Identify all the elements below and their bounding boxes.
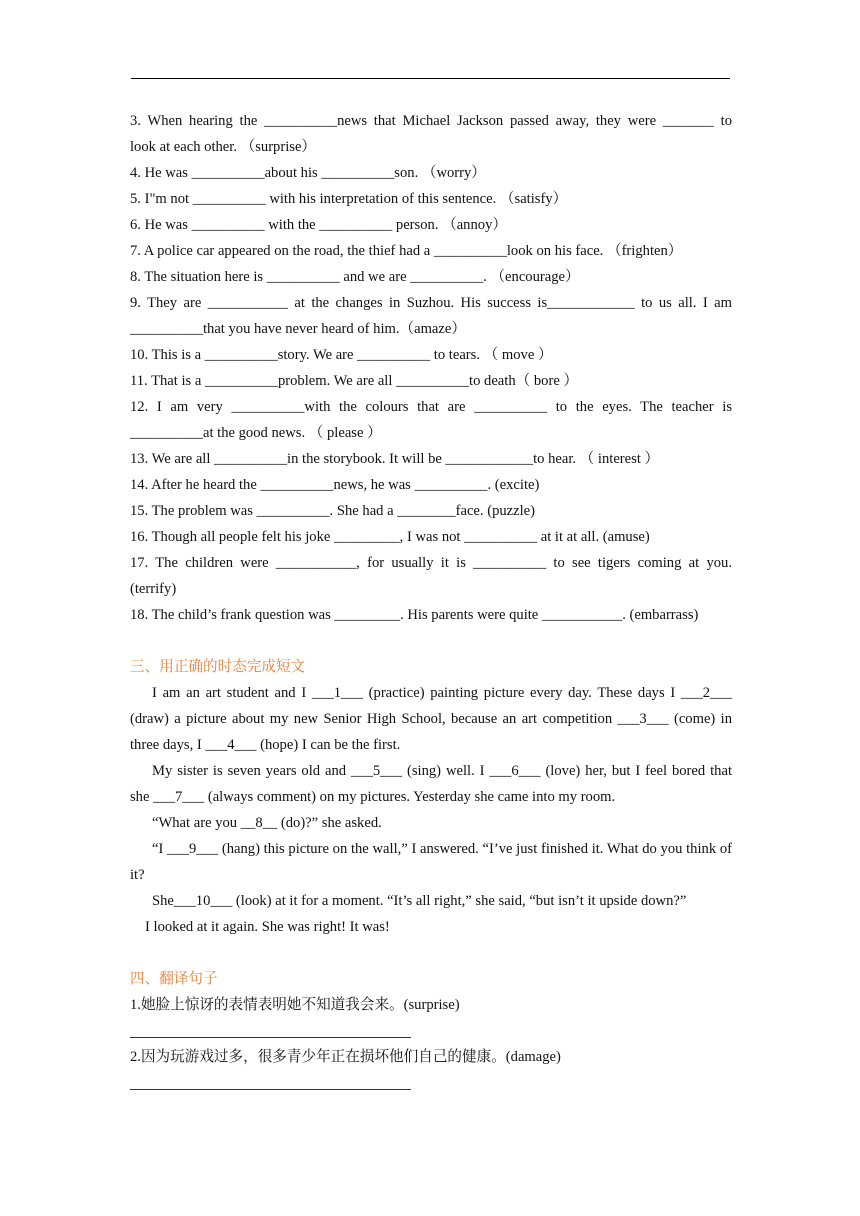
question-14: 14. After he heard the __________news, he was __________. (excite) xyxy=(130,477,540,493)
question-15: 15. The problem was __________. She had a ________face. (puzzle) xyxy=(130,503,536,519)
question-18: 18. The child’s frank question was _________. His parents were quite ___________. (embarrass) xyxy=(130,607,699,623)
question-13: 13. We are all __________in the storybook. It will be ____________to hear. （ interest ） xyxy=(130,451,660,467)
section-spacer xyxy=(130,940,732,966)
passage-paragraph-3: “What are you __8__ (do)?” she asked. xyxy=(152,815,382,831)
question-8: 8. The situation here is __________ and we are __________. （encourage） xyxy=(130,269,580,285)
question-12-line-1: 12. I am very __________with the colours that are __________ to the eyes. The teacher is xyxy=(130,399,732,415)
answer-line-2[interactable] xyxy=(130,1070,411,1096)
header-rule xyxy=(131,78,730,79)
passage-paragraph-1: I am an art student and I ___1___ (practice) painting picture every day. These days I ___2___ (draw) a picture about my new Senior High School, because an art competition ___3___ (come) in three days, I ___4___ (hope) I can be the first. xyxy=(130,685,732,753)
passage-paragraph-5: She___10___ (look) at it for a moment. “It’s all right,” she said, “but isn’t it upside down?” xyxy=(152,893,687,909)
question-11: 11. That is a __________problem. We are all __________to death（ bore ） xyxy=(130,373,579,389)
question-9-line-1: 9. They are ___________ at the changes in Suzhou. His success is____________ to us all. I am xyxy=(130,295,732,311)
worksheet-content xyxy=(130,108,732,1096)
section-4-heading: 四、翻译句子 xyxy=(130,971,218,987)
question-7: 7. A police car appeared on the road, the thief had a __________look on his face. （frighten） xyxy=(130,243,683,259)
question-3-line-2: look at each other. （surprise） xyxy=(130,139,317,155)
question-17-line-1: 17. The children were ___________, for usually it is __________ to see tigers coming at you. xyxy=(130,555,732,571)
passage-paragraph-4: “I ___9___ (hang) this picture on the wall,” I answered. “I’ve just finished it. What do you think of it? xyxy=(130,841,732,883)
question-12-line-2: __________at the good news. （ please ） xyxy=(130,425,382,441)
question-10: 10. This is a __________story. We are __________ to tears. （ move ） xyxy=(130,347,553,363)
section-3-heading: 三、用正确的时态完成短文 xyxy=(130,659,306,675)
question-4: 4. He was __________about his __________son. （worry） xyxy=(130,165,486,181)
section-spacer xyxy=(130,628,732,654)
question-5: 5. I"m not __________ with his interpretation of this sentence. （satisfy） xyxy=(130,191,568,207)
translation-sentence-1: 1.她脸上惊讶的表情表明她不知道我会来。(surprise) xyxy=(130,997,460,1013)
question-17-line-2: (terrify) xyxy=(130,581,177,597)
translation-sentence-2: 2.因为玩游戏过多，很多青少年正在损坏他们自己的健康。(damage) xyxy=(130,1049,561,1065)
answer-line-1[interactable] xyxy=(130,1018,411,1044)
passage-paragraph-2: My sister is seven years old and ___5___ (sing) well. I ___6___ (love) her, but I feel bored that she ___7___ (always comment) on my pictures. Yesterday she came into my room. xyxy=(130,763,732,805)
question-6: 6. He was __________ with the __________ person. （annoy） xyxy=(130,217,507,233)
question-16: 16. Though all people felt his joke _________, I was not __________ at it at all. (amuse) xyxy=(130,529,650,545)
passage-paragraph-6: I looked at it again. She was right! It was! xyxy=(145,919,390,935)
question-3-line-1: 3. When hearing the __________news that Michael Jackson passed away, they were _______ to xyxy=(130,113,732,129)
question-9-line-2: __________that you have never heard of him.（amaze） xyxy=(130,321,466,337)
